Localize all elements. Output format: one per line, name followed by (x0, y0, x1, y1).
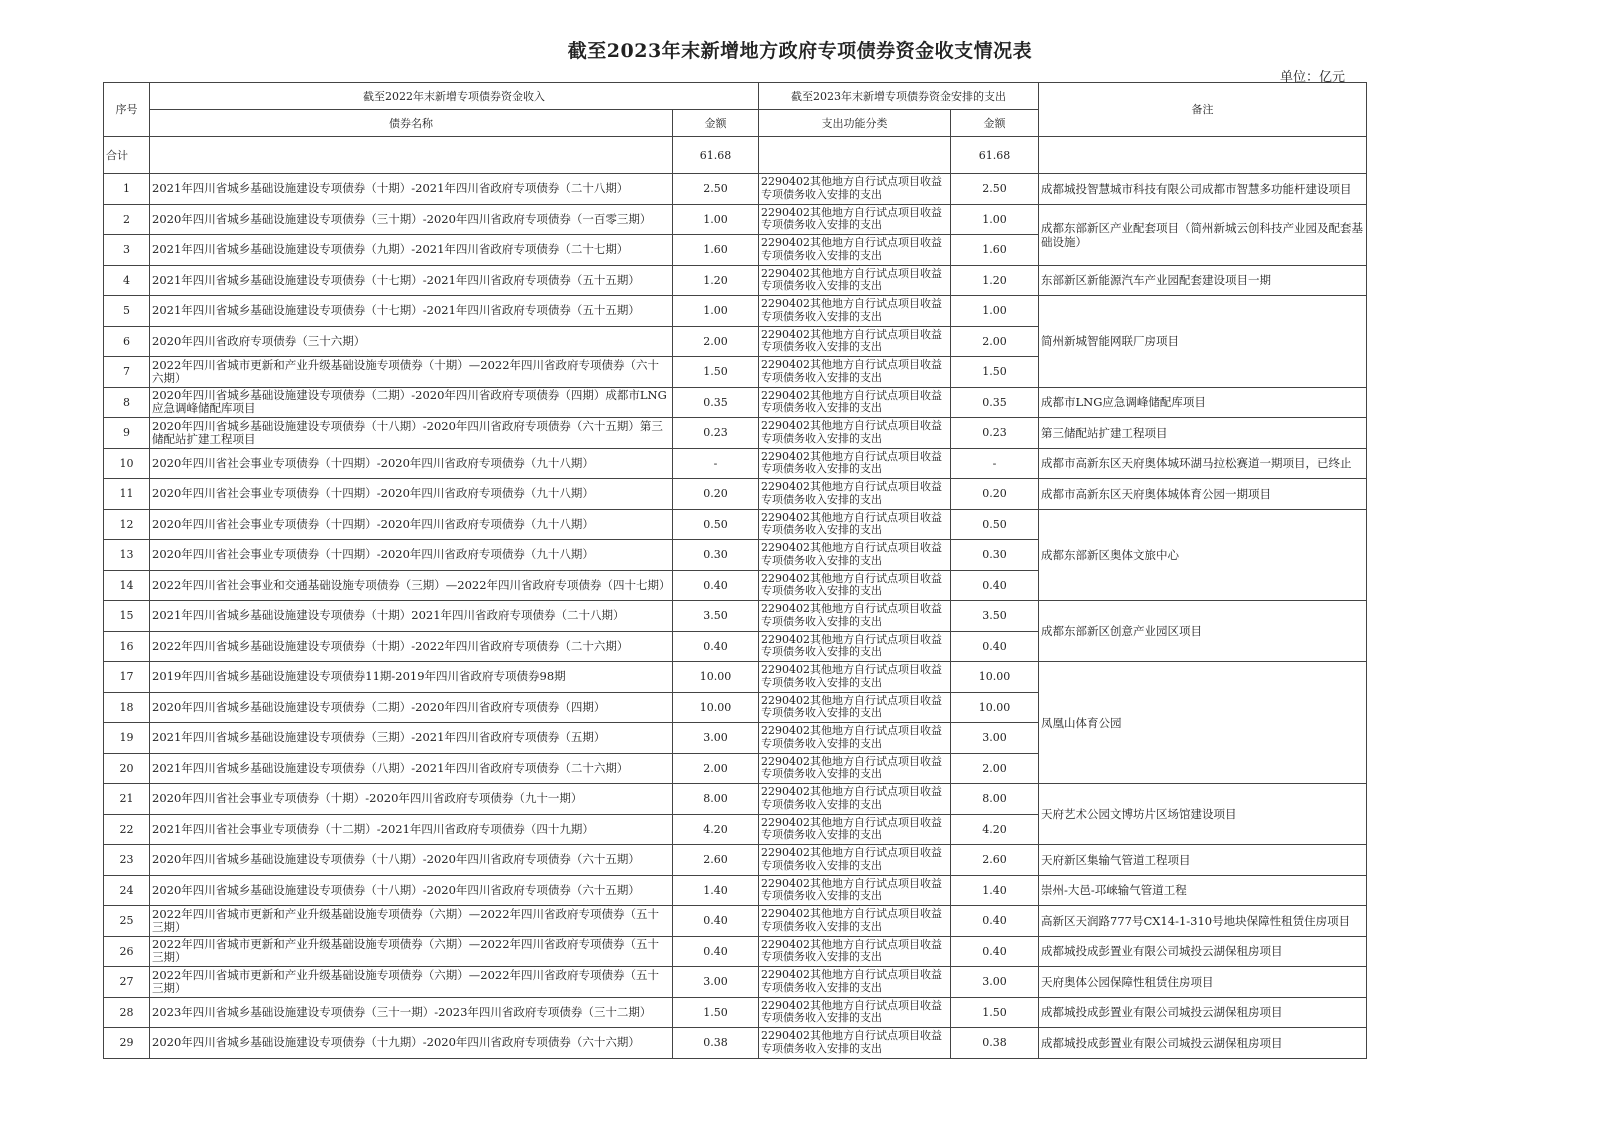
table-row (104, 174, 1367, 205)
row-seq: 22 (104, 814, 150, 845)
row-func-class: 2290402其他地方自行试点项目收益专项债务收入安排的支出 (759, 692, 951, 723)
row-seq: 21 (104, 784, 150, 815)
row-seq: 28 (104, 997, 150, 1028)
row-bond-name: 2021年四川省城乡基础设施建设专项债券（十期）-2021年四川省政府专项债券（二十八期） (150, 174, 673, 205)
row-amount-2: 0.50 (951, 509, 1039, 540)
row-bond-name: 2020年四川省社会事业专项债券（十期）-2020年四川省政府专项债券（九十一期） (150, 784, 673, 815)
row-amount: 10.00 (673, 692, 759, 723)
header-func-class: 支出功能分类 (759, 110, 951, 137)
row-bond-name: 2021年四川省社会事业专项债券（十二期）-2021年四川省政府专项债券（四十九期） (150, 814, 673, 845)
row-seq: 16 (104, 631, 150, 662)
row-bond-name: 2022年四川省城市更新和产业升级基础设施专项债券（六期）—2022年四川省政府专项债券（五十三期） (150, 936, 673, 967)
row-seq: 6 (104, 326, 150, 357)
row-amount-2: 3.50 (951, 601, 1039, 632)
row-remark: 天府艺术公园文博坊片区场馆建设项目 (1039, 784, 1367, 845)
row-amount: 1.50 (673, 997, 759, 1028)
row-remark: 天府奥体公园保障性租赁住房项目 (1039, 967, 1367, 998)
row-amount-2: 3.00 (951, 723, 1039, 754)
row-remark: 成都东部新区奥体文旅中心 (1039, 509, 1367, 601)
row-amount-2: 10.00 (951, 692, 1039, 723)
row-amount: 0.35 (673, 387, 759, 418)
row-remark: 成都市高新东区天府奥体城体育公园一期项目 (1039, 479, 1367, 510)
row-amount: 0.40 (673, 936, 759, 967)
row-amount: 2.50 (673, 174, 759, 205)
row-amount-2: 1.20 (951, 265, 1039, 296)
row-amount-2: 4.20 (951, 814, 1039, 845)
row-bond-name: 2022年四川省城市更新和产业升级基础设施专项债券（十期）—2022年四川省政府专项债券（六十六期） (150, 357, 673, 388)
row-seq: 3 (104, 235, 150, 266)
table-row (104, 418, 1367, 449)
row-bond-name: 2020年四川省城乡基础设施建设专项债券（二期）-2020年四川省政府专项债券（四期） (150, 692, 673, 723)
row-bond-name: 2020年四川省城乡基础设施建设专项债券（十八期）-2020年四川省政府专项债券（六十五期）第三储配站扩建工程项目 (150, 418, 673, 449)
row-bond-name: 2021年四川省城乡基础设施建设专项债券（十七期）-2021年四川省政府专项债券（五十五期） (150, 265, 673, 296)
table-row (104, 479, 1367, 510)
row-remark: 崇州-大邑-邛崃输气管道工程 (1039, 875, 1367, 906)
row-amount: 1.40 (673, 875, 759, 906)
row-func-class: 2290402其他地方自行试点项目收益专项债务收入安排的支出 (759, 1028, 951, 1059)
row-amount: 3.00 (673, 723, 759, 754)
row-amount: 10.00 (673, 662, 759, 693)
row-func-class: 2290402其他地方自行试点项目收益专项债务收入安排的支出 (759, 906, 951, 937)
row-func-class: 2290402其他地方自行试点项目收益专项债务收入安排的支出 (759, 784, 951, 815)
table-row (104, 875, 1367, 906)
table-row (104, 601, 1367, 632)
row-bond-name: 2021年四川省城乡基础设施建设专项债券（九期）-2021年四川省政府专项债券（二十七期） (150, 235, 673, 266)
header-bond-name: 债券名称 (150, 110, 673, 137)
row-func-class: 2290402其他地方自行试点项目收益专项债务收入安排的支出 (759, 570, 951, 601)
row-func-class: 2290402其他地方自行试点项目收益专项债务收入安排的支出 (759, 631, 951, 662)
row-remark: 成都东部新区产业配套项目（简州新城云创科技产业园及配套基础设施） (1039, 204, 1367, 265)
header-amount-2: 金额 (951, 110, 1039, 137)
row-bond-name: 2022年四川省城乡基础设施建设专项债券（十期）-2022年四川省政府专项债券（二十六期） (150, 631, 673, 662)
row-amount-2: 1.00 (951, 204, 1039, 235)
row-amount-2: 0.20 (951, 479, 1039, 510)
row-bond-name: 2020年四川省城乡基础设施建设专项债券（十八期）-2020年四川省政府专项债券（六十五期） (150, 875, 673, 906)
header-expend-group: 截至2023年末新增专项债券资金安排的支出 (759, 83, 1039, 110)
row-func-class: 2290402其他地方自行试点项目收益专项债务收入安排的支出 (759, 265, 951, 296)
row-seq: 23 (104, 845, 150, 876)
row-amount: 3.00 (673, 967, 759, 998)
row-seq: 2 (104, 204, 150, 235)
row-amount-2: 0.40 (951, 936, 1039, 967)
table-row (104, 204, 1367, 235)
row-func-class: 2290402其他地方自行试点项目收益专项债务收入安排的支出 (759, 418, 951, 449)
row-remark: 成都城投成彭置业有限公司城投云湖保租房项目 (1039, 1028, 1367, 1059)
row-seq: 4 (104, 265, 150, 296)
total-income: 61.68 (673, 137, 759, 174)
row-seq: 5 (104, 296, 150, 327)
row-amount-2: 1.60 (951, 235, 1039, 266)
row-amount-2: 1.00 (951, 296, 1039, 327)
row-func-class: 2290402其他地方自行试点项目收益专项债务收入安排的支出 (759, 936, 951, 967)
row-seq: 19 (104, 723, 150, 754)
row-bond-name: 2020年四川省社会事业专项债券（十四期）-2020年四川省政府专项债券（九十八期） (150, 540, 673, 571)
row-amount-2: 10.00 (951, 662, 1039, 693)
row-bond-name: 2020年四川省城乡基础设施建设专项债券（二期）-2020年四川省政府专项债券（四期）成都市LNG应急调峰储配库项目 (150, 387, 673, 418)
row-bond-name: 2021年四川省城乡基础设施建设专项债券（十期）2021年四川省政府专项债券（二十八期） (150, 601, 673, 632)
row-amount: 0.40 (673, 570, 759, 601)
row-amount-2: 2.50 (951, 174, 1039, 205)
row-amount: 0.30 (673, 540, 759, 571)
row-func-class: 2290402其他地方自行试点项目收益专项债务收入安排的支出 (759, 875, 951, 906)
row-remark: 天府新区集输气管道工程项目 (1039, 845, 1367, 876)
row-func-class: 2290402其他地方自行试点项目收益专项债务收入安排的支出 (759, 479, 951, 510)
table-row (104, 662, 1367, 693)
row-amount-2: 3.00 (951, 967, 1039, 998)
total-expend: 61.68 (951, 137, 1039, 174)
row-bond-name: 2020年四川省城乡基础设施建设专项债券（十八期）-2020年四川省政府专项债券（六十五期） (150, 845, 673, 876)
row-bond-name: 2020年四川省政府专项债券（三十六期） (150, 326, 673, 357)
row-seq: 12 (104, 509, 150, 540)
row-seq: 11 (104, 479, 150, 510)
row-amount: 0.23 (673, 418, 759, 449)
row-amount: 1.60 (673, 235, 759, 266)
row-amount: 0.40 (673, 631, 759, 662)
row-func-class: 2290402其他地方自行试点项目收益专项债务收入安排的支出 (759, 448, 951, 479)
row-remark: 简州新城智能网联厂房项目 (1039, 296, 1367, 388)
row-func-class: 2290402其他地方自行试点项目收益专项债务收入安排的支出 (759, 357, 951, 388)
row-func-class: 2290402其他地方自行试点项目收益专项债务收入安排的支出 (759, 296, 951, 327)
total-label: 合计 (104, 137, 150, 174)
row-bond-name: 2022年四川省社会事业和交通基础设施专项债券（三期）—2022年四川省政府专项债券（四十七期） (150, 570, 673, 601)
row-bond-name: 2019年四川省城乡基础设施建设专项债券11期-2019年四川省政府专项债券98期 (150, 662, 673, 693)
table-row (104, 296, 1367, 327)
row-func-class: 2290402其他地方自行试点项目收益专项债务收入安排的支出 (759, 204, 951, 235)
row-bond-name: 2022年四川省城市更新和产业升级基础设施专项债券（六期）—2022年四川省政府专项债券（五十三期） (150, 967, 673, 998)
row-remark: 第三储配站扩建工程项目 (1039, 418, 1367, 449)
table-row (104, 509, 1367, 540)
row-amount: 8.00 (673, 784, 759, 815)
row-remark: 高新区天润路777号CX14-1-310号地块保障性租赁住房项目 (1039, 906, 1367, 937)
total-remark-empty (1039, 137, 1367, 174)
total-bond-empty (150, 137, 673, 174)
row-amount-2: 0.40 (951, 570, 1039, 601)
row-seq: 20 (104, 753, 150, 784)
row-bond-name: 2020年四川省城乡基础设施建设专项债券（十九期）-2020年四川省政府专项债券（六十六期） (150, 1028, 673, 1059)
row-bond-name: 2021年四川省城乡基础设施建设专项债券（十七期）-2021年四川省政府专项债券（五十五期） (150, 296, 673, 327)
row-amount-2: 0.23 (951, 418, 1039, 449)
row-bond-name: 2020年四川省社会事业专项债券（十四期）-2020年四川省政府专项债券（九十八期） (150, 448, 673, 479)
row-remark: 凤凰山体育公园 (1039, 662, 1367, 784)
row-bond-name: 2023年四川省城乡基础设施建设专项债券（三十一期）-2023年四川省政府专项债券（三十二期） (150, 997, 673, 1028)
row-amount-2: 2.00 (951, 326, 1039, 357)
row-bond-name: 2022年四川省城市更新和产业升级基础设施专项债券（六期）—2022年四川省政府专项债券（五十三期） (150, 906, 673, 937)
table-row (104, 784, 1367, 815)
row-amount: 2.60 (673, 845, 759, 876)
table-row (104, 387, 1367, 418)
row-func-class: 2290402其他地方自行试点项目收益专项债务收入安排的支出 (759, 814, 951, 845)
row-seq: 7 (104, 357, 150, 388)
row-amount: 1.50 (673, 357, 759, 388)
row-amount-2: 0.35 (951, 387, 1039, 418)
bond-fund-table (103, 82, 1367, 1059)
row-amount-2: 1.40 (951, 875, 1039, 906)
total-row (104, 137, 1367, 174)
row-func-class: 2290402其他地方自行试点项目收益专项债务收入安排的支出 (759, 387, 951, 418)
row-func-class: 2290402其他地方自行试点项目收益专项债务收入安排的支出 (759, 845, 951, 876)
row-seq: 1 (104, 174, 150, 205)
header-income-group: 截至2022年末新增专项债券资金收入 (150, 83, 759, 110)
row-amount-2: 2.00 (951, 753, 1039, 784)
row-amount-2: 1.50 (951, 357, 1039, 388)
total-func-empty (759, 137, 951, 174)
row-func-class: 2290402其他地方自行试点项目收益专项债务收入安排的支出 (759, 967, 951, 998)
row-amount: 3.50 (673, 601, 759, 632)
row-amount: 1.20 (673, 265, 759, 296)
table-row (104, 265, 1367, 296)
table-row (104, 845, 1367, 876)
row-amount: 0.50 (673, 509, 759, 540)
row-bond-name: 2020年四川省社会事业专项债券（十四期）-2020年四川省政府专项债券（九十八期） (150, 479, 673, 510)
row-amount: 0.38 (673, 1028, 759, 1059)
row-remark: 成都市高新东区天府奥体城环湖马拉松赛道一期项目，已终止 (1039, 448, 1367, 479)
row-func-class: 2290402其他地方自行试点项目收益专项债务收入安排的支出 (759, 326, 951, 357)
row-seq: 8 (104, 387, 150, 418)
row-func-class: 2290402其他地方自行试点项目收益专项债务收入安排的支出 (759, 753, 951, 784)
row-seq: 17 (104, 662, 150, 693)
row-amount: 0.20 (673, 479, 759, 510)
row-seq: 15 (104, 601, 150, 632)
row-amount: 2.00 (673, 753, 759, 784)
row-bond-name: 2020年四川省社会事业专项债券（十四期）-2020年四川省政府专项债券（九十八期） (150, 509, 673, 540)
table-row (104, 967, 1367, 998)
row-amount: - (673, 448, 759, 479)
row-func-class: 2290402其他地方自行试点项目收益专项债务收入安排的支出 (759, 997, 951, 1028)
row-remark: 成都城投智慧城市科技有限公司成都市智慧多功能杆建设项目 (1039, 174, 1367, 205)
row-func-class: 2290402其他地方自行试点项目收益专项债务收入安排的支出 (759, 174, 951, 205)
row-amount: 1.00 (673, 296, 759, 327)
row-seq: 24 (104, 875, 150, 906)
row-seq: 25 (104, 906, 150, 937)
row-func-class: 2290402其他地方自行试点项目收益专项债务收入安排的支出 (759, 723, 951, 754)
row-amount-2: 0.40 (951, 631, 1039, 662)
row-seq: 26 (104, 936, 150, 967)
row-amount-2: 0.30 (951, 540, 1039, 571)
unit-label: 单位：亿元 (1280, 70, 1346, 85)
row-func-class: 2290402其他地方自行试点项目收益专项债务收入安排的支出 (759, 235, 951, 266)
row-seq: 10 (104, 448, 150, 479)
row-bond-name: 2021年四川省城乡基础设施建设专项债券（三期）-2021年四川省政府专项债券（五期） (150, 723, 673, 754)
row-amount: 0.40 (673, 906, 759, 937)
row-remark: 成都城投成彭置业有限公司城投云湖保租房项目 (1039, 936, 1367, 967)
row-seq: 9 (104, 418, 150, 449)
table-row (104, 1028, 1367, 1059)
row-amount-2: 1.50 (951, 997, 1039, 1028)
header-remark: 备注 (1039, 83, 1367, 137)
row-seq: 14 (104, 570, 150, 601)
row-seq: 13 (104, 540, 150, 571)
header-seq: 序号 (104, 83, 150, 137)
row-func-class: 2290402其他地方自行试点项目收益专项债务收入安排的支出 (759, 662, 951, 693)
row-remark: 成都市LNG应急调峰储配库项目 (1039, 387, 1367, 418)
row-amount-2: 0.40 (951, 906, 1039, 937)
row-amount-2: 8.00 (951, 784, 1039, 815)
table-row (104, 448, 1367, 479)
row-remark: 东部新区新能源汽车产业园配套建设项目一期 (1039, 265, 1367, 296)
row-amount-2: 0.38 (951, 1028, 1039, 1059)
row-bond-name: 2020年四川省城乡基础设施建设专项债券（三十期）-2020年四川省政府专项债券（一百零三期） (150, 204, 673, 235)
row-amount-2: - (951, 448, 1039, 479)
row-seq: 29 (104, 1028, 150, 1059)
header-amount: 金额 (673, 110, 759, 137)
row-func-class: 2290402其他地方自行试点项目收益专项债务收入安排的支出 (759, 509, 951, 540)
row-remark: 成都城投成彭置业有限公司城投云湖保租房项目 (1039, 997, 1367, 1028)
table-row (104, 936, 1367, 967)
row-bond-name: 2021年四川省城乡基础设施建设专项债券（八期）-2021年四川省政府专项债券（二十六期） (150, 753, 673, 784)
row-amount: 2.00 (673, 326, 759, 357)
row-amount: 4.20 (673, 814, 759, 845)
table-row (104, 997, 1367, 1028)
row-amount-2: 2.60 (951, 845, 1039, 876)
row-func-class: 2290402其他地方自行试点项目收益专项债务收入安排的支出 (759, 540, 951, 571)
row-seq: 27 (104, 967, 150, 998)
row-seq: 18 (104, 692, 150, 723)
row-func-class: 2290402其他地方自行试点项目收益专项债务收入安排的支出 (759, 601, 951, 632)
page-title: 截至2023年末新增地方政府专项债券资金收支情况表 (567, 40, 1033, 62)
row-amount: 1.00 (673, 204, 759, 235)
table-row (104, 906, 1367, 937)
row-remark: 成都东部新区创意产业园区项目 (1039, 601, 1367, 662)
